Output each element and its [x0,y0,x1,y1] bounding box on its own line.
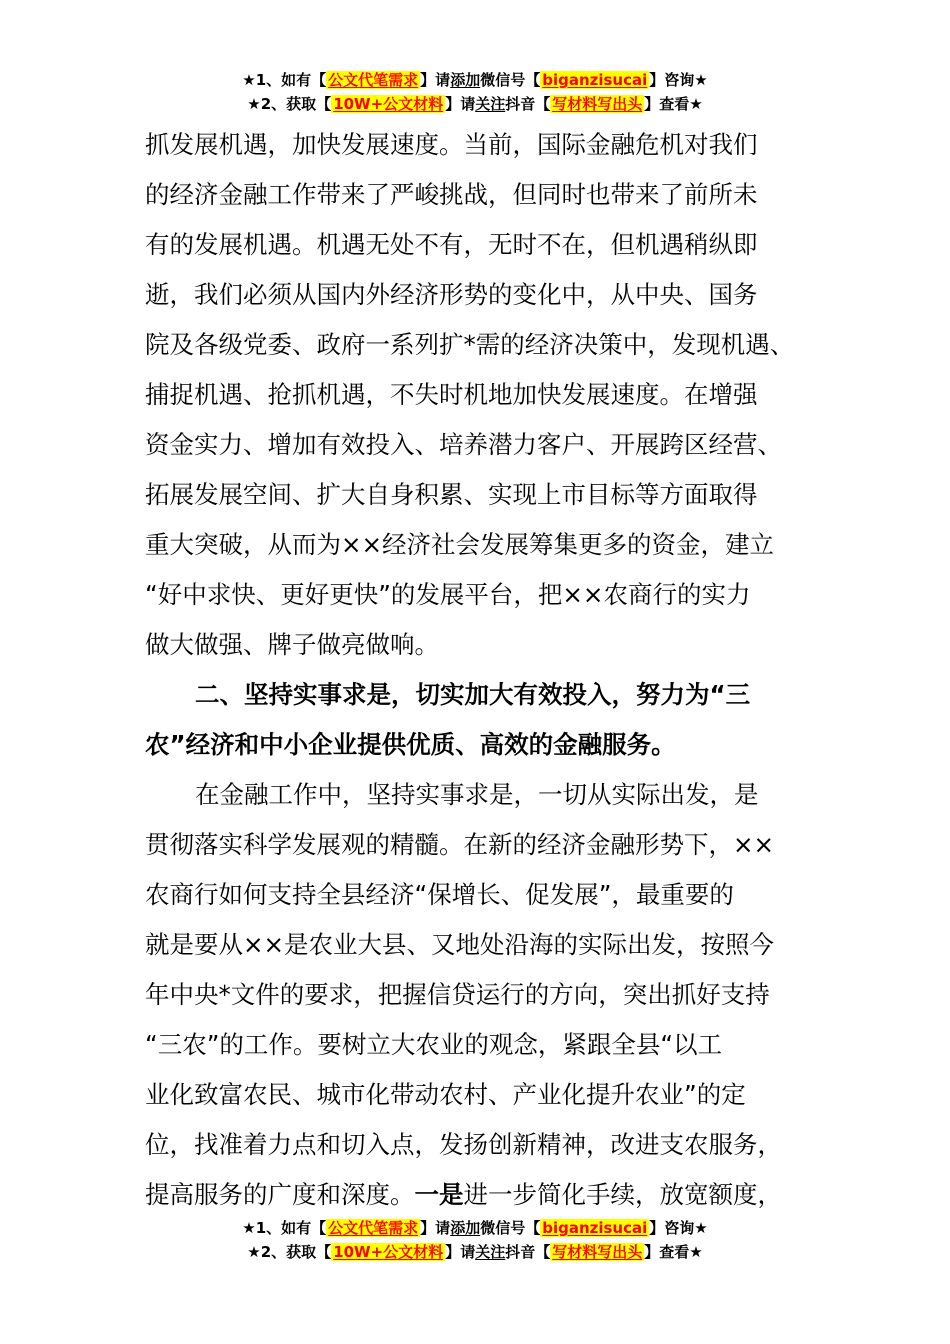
text-line: 年中央*文件的要求，把握信贷运行的方向，突出抓好支持 [145,980,770,1009]
highlight-wechat-id: biganzisucai [542,71,648,89]
text-line: 院及各级党委、政府一系列扩*需的经济决策中，发现机遇、 [145,330,795,359]
banner-line-2: ★2、获取【 10W+公文材料 】请关注抖音【 写材料写出头 】查看★ [247,95,703,113]
text-line-last: 提高服务的广度和深度。一是进一步简化手续，放宽额度， [145,1180,782,1209]
text-line: 资金实力、增加有效投入、培养潜力客户、开展跨区经营、 [145,430,782,459]
highlight-service: 公文代笔需求 [328,71,419,89]
text-line: 农商行如何支持全县经济“保增长、促发展”，最重要的 [145,880,734,909]
paragraph-first-line: 在金融工作中，坚持实事求是，一切从实际出发，是 [195,780,759,809]
highlight-douyin-id: 写材料写出头 [552,95,643,113]
text-line: 有的发展机遇。机遇无处不有，无时不在，但机遇稍纵即 [145,230,758,259]
text-line: 重大突破，从而为××经济社会发展筹集更多的资金，建立 [145,530,775,559]
document-body [145,120,815,1220]
text-line: 的经济金融工作带来了严峻挑战，但同时也带来了前所未 [145,180,758,209]
highlight-wechat-id: biganzisucai [542,1219,648,1237]
section-heading-line-2: 农”经济和中小企业提供优质、高效的金融服务。 [145,730,676,759]
text-line: 就是要从××是农业大县、又地处沿海的实际出发，按照今 [145,930,775,959]
highlight-materials: 10W+公文材料 [333,95,444,113]
text-line: 业化致富农民、城市化带动农村、产业化提升农业”的定 [145,1080,746,1109]
bottom-banner [0,1216,950,1264]
section-heading-line-1: 二、坚持实事求是，切实加大有效投入，努力为“三 [195,680,751,709]
bold-marker: 一是 [414,1180,464,1209]
text-line: 逝，我们必须从国内外经济形势的变化中，从中央、国务 [145,280,758,309]
banner-line-2: ★2、获取【 10W+公文材料 】请关注抖音【 写材料写出头 】查看★ [247,1243,703,1261]
top-banner [0,68,950,116]
text-line: 抓发展机遇，加快发展速度。当前，国际金融危机对我们 [145,130,758,159]
highlight-douyin-id: 写材料写出头 [552,1243,643,1261]
banner-line-1: ★1、如有【 公文代笔需求 】请添加微信号【 biganzisucai 】咨询★ [242,1219,708,1237]
text-line: 做大做强、牌子做亮做响。 [145,630,439,659]
text-line: “好中求快、更好更快”的发展平台，把××农商行的实力 [145,580,751,609]
text-line: 拓展发展空间、扩大自身积累、实现上市目标等方面取得 [145,480,758,509]
text-line: 位，找准着力点和切入点，发扬创新精神，改进支农服务， [145,1130,782,1159]
text-line: 贯彻落实科学发展观的精髓。在新的经济金融形势下，×× [145,830,775,859]
text-line: “三农”的工作。要树立大农业的观念，紧跟全县“以工 [145,1030,723,1059]
highlight-materials: 10W+公文材料 [333,1243,444,1261]
text-line: 捕捉机遇、抢抓机遇，不失时机地加快发展速度。在增强 [145,380,758,409]
banner-line-1: ★1、如有【 公文代笔需求 】请添加微信号【 biganzisucai 】咨询★ [242,71,708,89]
highlight-service: 公文代笔需求 [328,1219,419,1237]
